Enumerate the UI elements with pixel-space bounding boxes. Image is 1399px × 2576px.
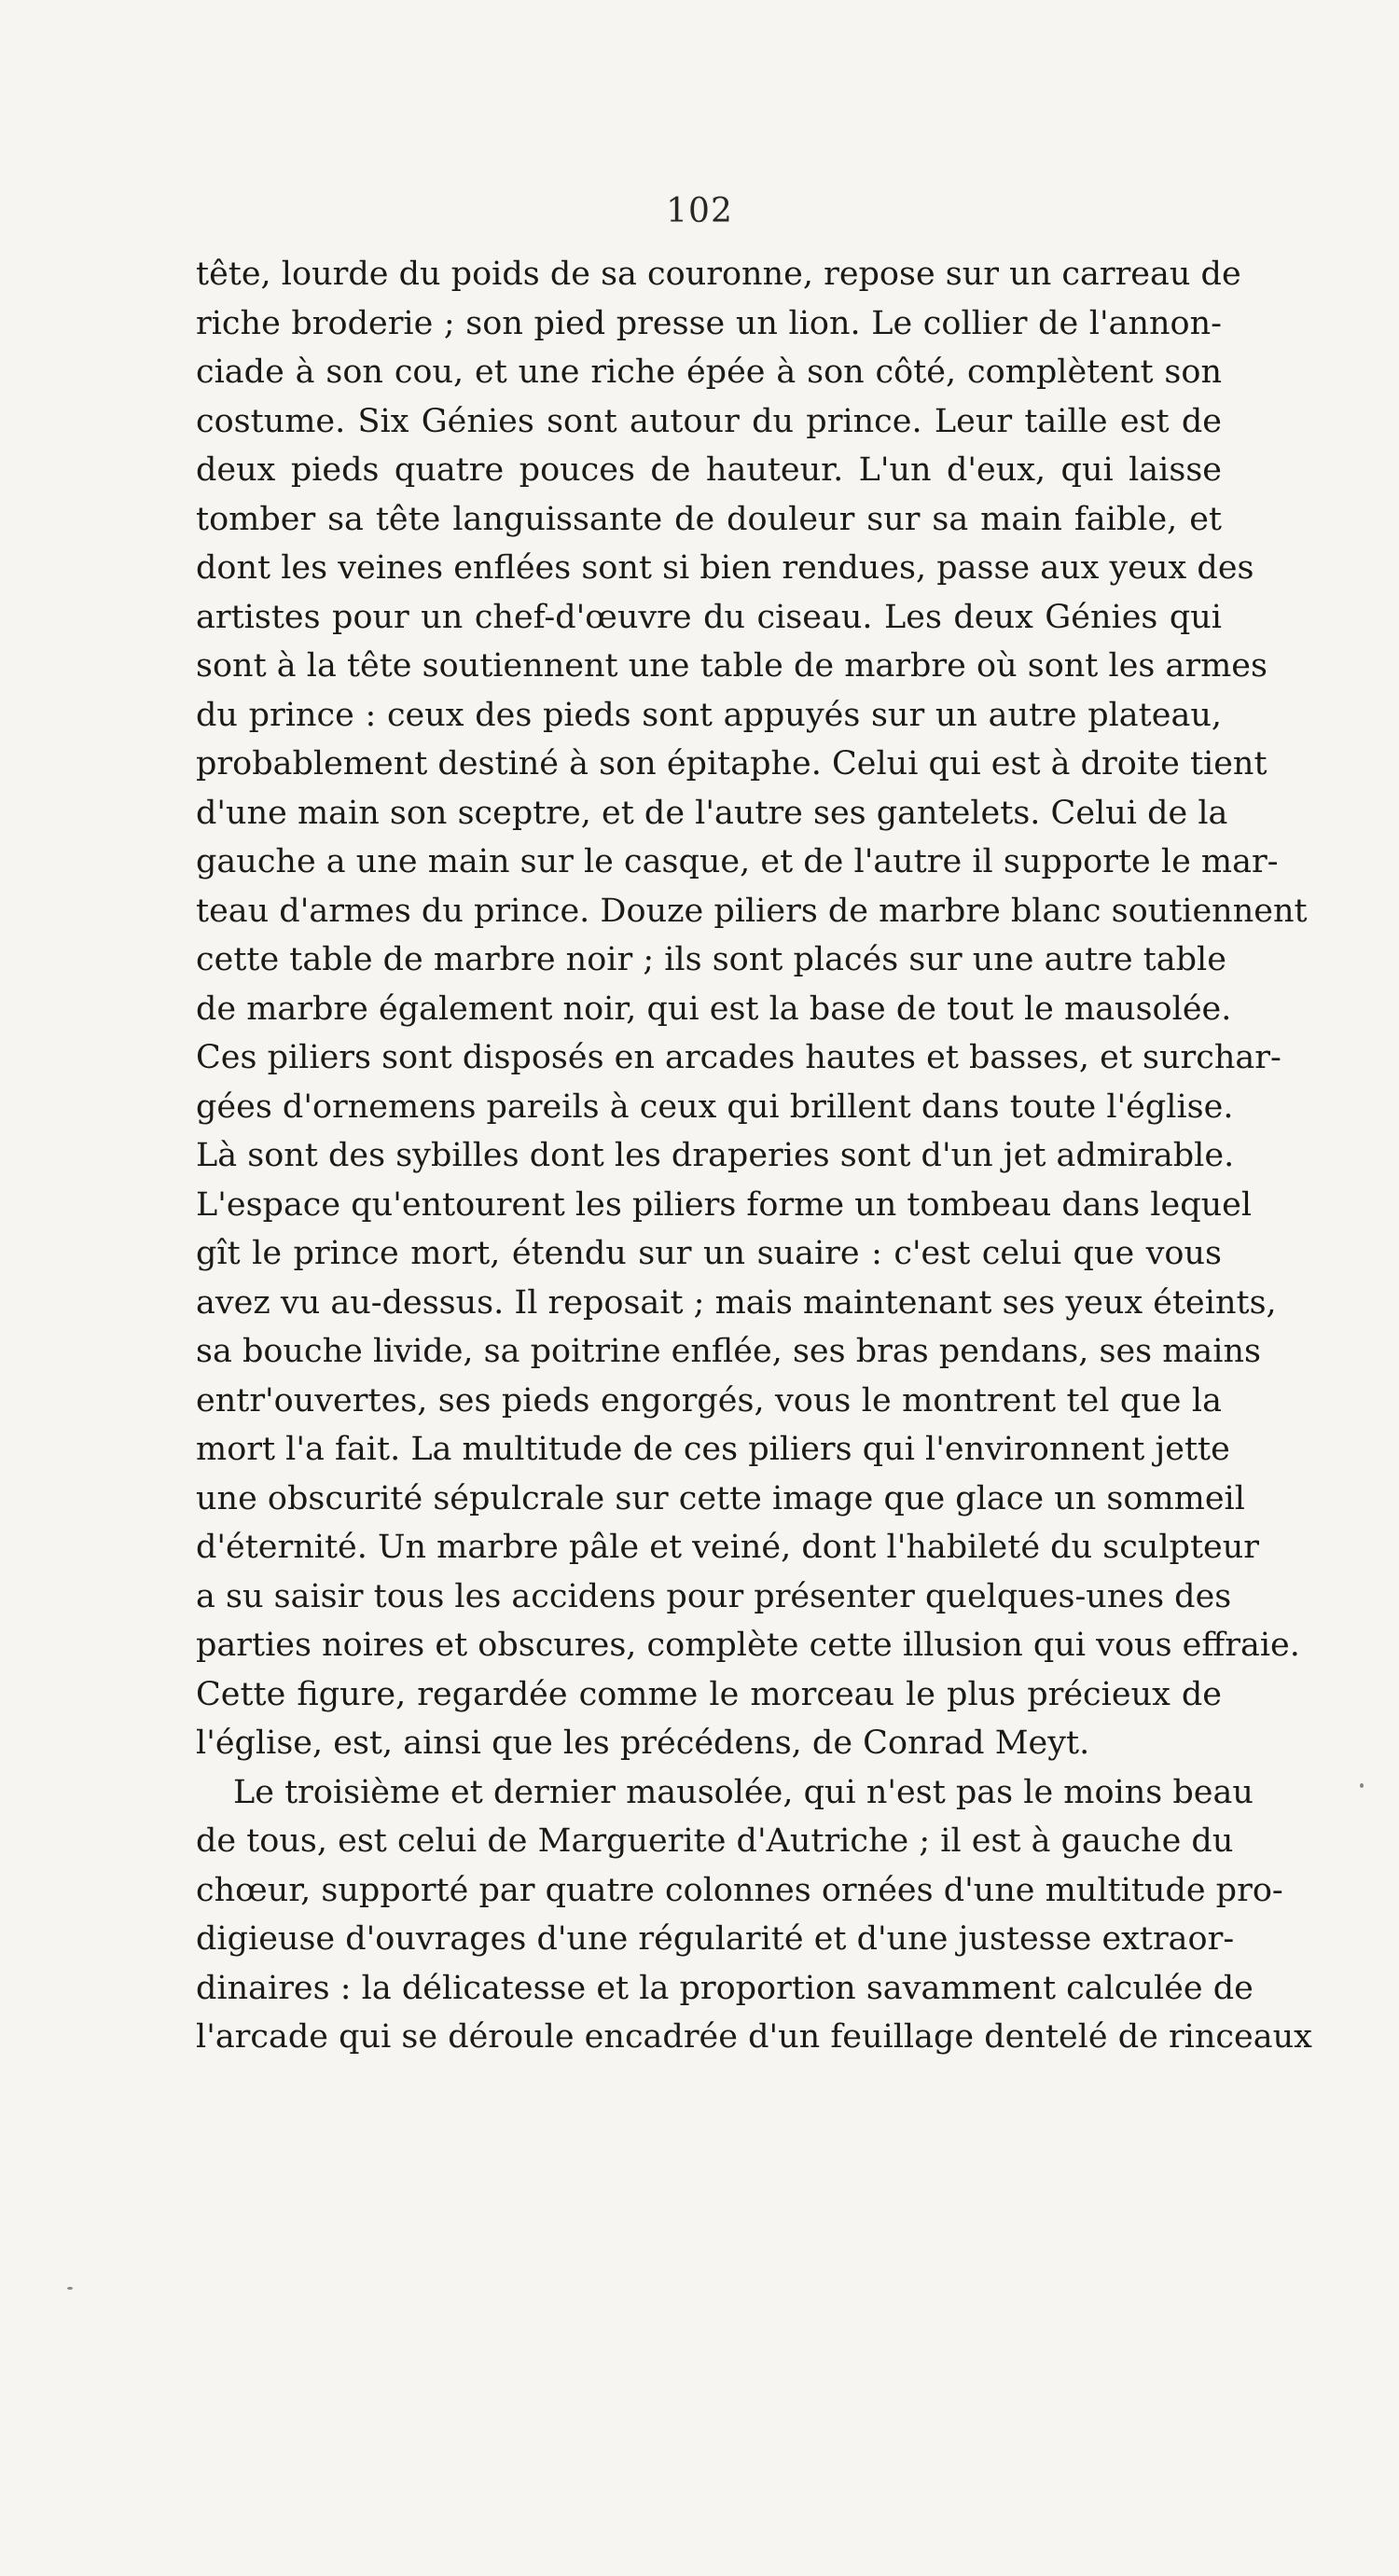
text-line: entr'ouvertes, ses pieds engorgés, vous le montrent tel que la bbox=[196, 1381, 1222, 1420]
text-line: avez vu au-dessus. Il reposait ; mais maintenant ses yeux éteints, bbox=[196, 1283, 1277, 1322]
text-line: gauche a une main sur le casque, et de l'autre il supporte le mar- bbox=[196, 843, 1279, 880]
text-line: dinaires : la délicatesse et la proportion savamment calculée de bbox=[196, 1969, 1254, 2007]
text-line: chœur, supporté par quatre colonnes ornées d'une multitude pro- bbox=[196, 1871, 1283, 1909]
body-text bbox=[196, 250, 1312, 2062]
text-line: sont à la tête soutiennent une table de marbre où sont les armes bbox=[196, 647, 1267, 685]
text-line: de tous, est celui de Marguerite d'Autriche ; il est à gauche du bbox=[196, 1822, 1234, 1860]
text-line: Le troisième et dernier mausolée, qui n'est pas le moins beau bbox=[233, 1773, 1254, 1811]
text-line: dont les veines enflées sont si bien rendues, passe aux yeux des bbox=[196, 549, 1254, 587]
text-line: sa bouche livide, sa poitrine enflée, ses bras pendans, ses mains bbox=[196, 1333, 1261, 1370]
text-line: costume. Six Génies sont autour du prince. Leur taille est de bbox=[196, 402, 1222, 440]
text-line: l'église, est, ainsi que les précédens, de Conrad Meyt. bbox=[196, 1724, 1090, 1762]
text-line: teau d'armes du prince. Douze piliers de marbre blanc soutiennent bbox=[196, 892, 1308, 930]
text-line: d'éternité. Un marbre pâle et veiné, dont l'habileté du sculpteur bbox=[196, 1529, 1259, 1566]
text-line: Là sont des sybilles dont les draperies sont d'un jet admirable. bbox=[196, 1137, 1235, 1174]
text-line: parties noires et obscures, complète cette illusion qui vous effraie. bbox=[196, 1627, 1300, 1664]
text-line: tête, lourde du poids de sa couronne, repose sur un carreau de bbox=[196, 256, 1241, 293]
text-line: d'une main son sceptre, et de l'autre ses gantelets. Celui de la bbox=[196, 794, 1228, 832]
text-line: l'arcade qui se déroule encadrée d'un feuillage dentelé de rinceaux bbox=[196, 2018, 1312, 2056]
page-number: 102 bbox=[666, 192, 733, 230]
text-line: deux pieds quatre pouces de hauteur. L'un d'eux, qui laisse bbox=[196, 451, 1222, 489]
text-line: L'espace qu'entourent les piliers forme un tombeau dans lequel bbox=[196, 1185, 1253, 1224]
text-line: Cette figure, regardée comme le morceau le plus précieux de bbox=[196, 1675, 1222, 1713]
text-line: mort l'a fait. La multitude de ces piliers qui l'environnent jette bbox=[196, 1431, 1230, 1468]
text-line: de marbre également noir, qui est la base de tout le mausolée. bbox=[196, 990, 1232, 1028]
text-line: a su saisir tous les accidens pour présenter quelques-unes des bbox=[196, 1577, 1232, 1615]
text-line: tomber sa tête languissante de douleur sur sa main faible, et bbox=[196, 500, 1222, 538]
text-line: cette table de marbre noir ; ils sont placés sur une autre table bbox=[196, 941, 1226, 978]
text-line: artistes pour un chef-d'œuvre du ciseau. Les deux Génies qui bbox=[196, 598, 1222, 636]
text-line: gît le prince mort, étendu sur un suaire : c'est celui que vous bbox=[196, 1235, 1222, 1272]
text-line: digieuse d'ouvrages d'une régularité et d'une justesse extraor- bbox=[196, 1920, 1235, 1958]
paper-speck bbox=[67, 2287, 73, 2290]
text-line: probablement destiné à son épitaphe. Celui qui est à droite tient bbox=[196, 745, 1267, 782]
text-line: Ces piliers sont disposés en arcades hautes et basses, et surchar- bbox=[196, 1039, 1281, 1076]
text-line: ciade à son cou, et une riche épée à son côté, complètent son bbox=[196, 353, 1222, 391]
text-line: du prince : ceux des pieds sont appuyés sur un autre plateau, bbox=[196, 696, 1222, 734]
paper-speck bbox=[1360, 1783, 1364, 1788]
text-line: riche broderie ; son pied presse un lion. Le collier de l'annon- bbox=[196, 304, 1222, 342]
text-line: une obscurité sépulcrale sur cette image que glace un sommeil bbox=[196, 1479, 1245, 1517]
text-line: gées d'ornemens pareils à ceux qui brillent dans toute l'église. bbox=[196, 1087, 1234, 1126]
